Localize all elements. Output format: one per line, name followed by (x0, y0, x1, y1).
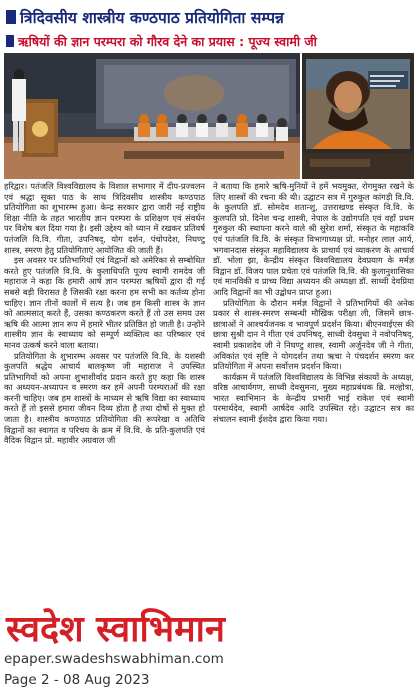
headline-text: त्रिदिवसीय शास्त्रीय कण्ठपाठ प्रतियोगिता सम्पन्न (20, 9, 284, 27)
headline (4, 3, 414, 31)
video-call-photo (302, 53, 414, 179)
article-paragraph: ने बताया कि हमारे ऋषि-मुनियों ने हमें भयमुक्त, रोगमुक्त रखने के लिए शास्त्रों की रचना की थी। उद्घाटन सत्र में गुरुकुल कांगड़ी वि.वि. के कुलपति डॉ. सोमदेव शतान्शु, उत्तराखण्ड संस्कृत वि.वि. के कुलपति प्रो. दिनेश चन्द्र शास्त्री, नेपाल के उद्योगपति एवं वहाँ प्रथम गुरुकुल की स्थापना करने वाले श्री सुरेश शर्मा, संस्कृत के महाकवि एवं पतंजलि वि.वि. के संस्कृत विभागाध्यक्ष प्रो. मनोहर लाल आर्य, भगवानदास संस्कृत महाविद्यालय के प्राचार्य एवं व्याकरण के आचार्य डॉ. भोला झा, केन्द्रीय संस्कृत विश्वविद्यालय देवप्रयाग के मर्मज्ञ विद्वान डॉ. विजय पाल प्रचेता एवं पतंजलि वि.वि. की कुलानुशासिका एवं मानविकी व प्राच्य विद्या अध्ययन की अध्यक्षा डॉ. साध्वी देवप्रिया आदि विद्वानों का भी उद्बोधन प्राप्त हुआ। (213, 181, 414, 297)
bullet-square-icon (6, 10, 16, 24)
article-paragraph: हरिद्वार। पतंजलि विश्वविद्यालय के विशाल सभागार में दीप-प्रज्वलन एवं श्रद्धा सूक्त पाठ के साथ त्रिदिवसीय शास्त्रीय कण्ठपाठ प्रतियोगिता का शुभारम्भ हुआ। केन्द्र सरकार द्वारा जारी नई राष्ट्रीय शिक्षा नीति के तहत भारतीय ज्ञान परम्परा के प्रशिक्षण एवं संवर्धन पर विशेष बल दिया गया है। इसी उद्देश्य को ध्यान में रखकर प्रतिवर्ष पतंजलि वि.वि. गीता, उपनिषद्, योग दर्शन, पंचोपदेश, निघण्टु शास्त्र, स्मरण हेतु प्रतियोगिताएं आयोजित की जाती हैं। (4, 181, 205, 255)
bullet-square-icon (6, 35, 14, 47)
article-column-1 (4, 181, 205, 601)
article-body (4, 181, 414, 601)
masthead-text: स्वदेश स्वाभिमान (6, 609, 225, 649)
article-paragraph: प्रतियोगिता के शुभारम्भ अवसर पर पतंजलि वि.वि. के यशस्वी कुलपति श्रद्धेय आचार्य बालकृष्ण जी महाराज ने उपस्थित प्रतिभागियों को अपना शुभाशीर्वाद प्रदान करते हुए कहा कि शास्त्र का अध्ययन-अध्यापन व स्मरण कर हमें अपनी परम्पराओं की रक्षा करनी चाहिए। जब हम शास्त्रों के माध्यम से ऋषि विद्या का स्वाध्याय करते हैं तो इससे हमारा जीवन दिव्य होता है तथा दोषों से मुक्त हो जाता है। शास्त्रीय कण्ठपाठ प्रतियोगिता की रूपरेखा व अतिथि विद्वानों का स्वागत व परिचय के क्रम में वि.वि. के प्रति-कुलपति एवं वैदिक विद्वान प्रो. महावीर अग्रवाल जी (4, 350, 205, 446)
article-paragraph: इस अवसर पर प्रतिभागियों एवं विद्वानों को अमेरिका से सम्बोधित करते हुए पतंजलि वि.वि. के कुलाधिपति पूज्य स्वामी रामदेव जी महाराज ने कहा कि हमारी आर्ष ज्ञान परम्परा ऋषियों द्वारा दी गई सबसे बड़ी विरासत है जिसकी रक्षा करना हम सभी का कर्तव्य होना चाहिए। ज्ञान तीनों कालों में सत्य है। जब हम किसी शास्त्र के ज्ञान को आत्मसात् करते हैं, उसका कण्ठकरण करते हैं तो उस समय उस ऋषि की आत्मा ज्ञान रूप में हमारे भीतर प्रतिष्ठित हो जाती है। उन्होंने शास्त्रीय ज्ञान के स्वाध्याय को सम्पूर्ण व्यक्तित्व का परिष्कार एवं मानव उत्कर्ष करने वाला बताया। (4, 255, 206, 350)
epaper-url[interactable]: epaper.swadeshswabhiman.com (4, 651, 224, 667)
article-paragraph: कार्यक्रम में पतंजलि विश्वविद्यालय के विभिन्न संकायों के अध्यक्ष, वरिष्ठ आचार्यगण, साध्वी देवसुमना, मुख्य महाप्रबंधक ब्रि. मल्होत्रा, भारत स्वाभिमान के केन्द्रीय प्रभारी भाई राकेश एवं स्वामी परमार्थदेव, स्वामी आर्षदेव आदि उपस्थित रहे। उद्घाटन सत्र का संचालन स्वामी ईशदेव द्वारा किया गया। (213, 371, 414, 425)
newspaper-masthead-logo (4, 603, 304, 649)
subheadline (4, 31, 414, 51)
article-column-2 (213, 181, 414, 601)
event-photo-stage (4, 53, 300, 179)
article-paragraph: प्रतियोगिता के दौरान मर्मज्ञ विद्वानों ने प्रतिभागियों की अनेक प्रकार से शास्त्र-स्मरण सम्बन्धी मौखिक परीक्षा ली, जिसमें छात्र-छात्राओं ने आश्चर्यजनक व भावपूर्ण प्रदर्शन किया। बीएनवाईएस की छात्रा सुश्री दान ने गीता एवं उपनिषद्, साध्वी देवसुधा ने नवोपनिषद्, स्वामी प्रकाशदेव जी ने निघण्टु शास्त्र, स्वामी अर्जुनदेव जी ने गीता, अविकांत एवं सृष्टि ने योगदर्शन तथा ऋचा ने पंचदर्शन स्मरण कर प्रतियोगिता में अपना सर्वोत्तम प्रदर्शन किया। (213, 297, 414, 372)
page-date-info: Page 2 - 08 Aug 2023 (4, 672, 150, 688)
subheadline-text: ऋषियों की ज्ञान परम्परा को गौरव देने का प्रयास : पूज्य स्वामी जी (18, 33, 317, 49)
